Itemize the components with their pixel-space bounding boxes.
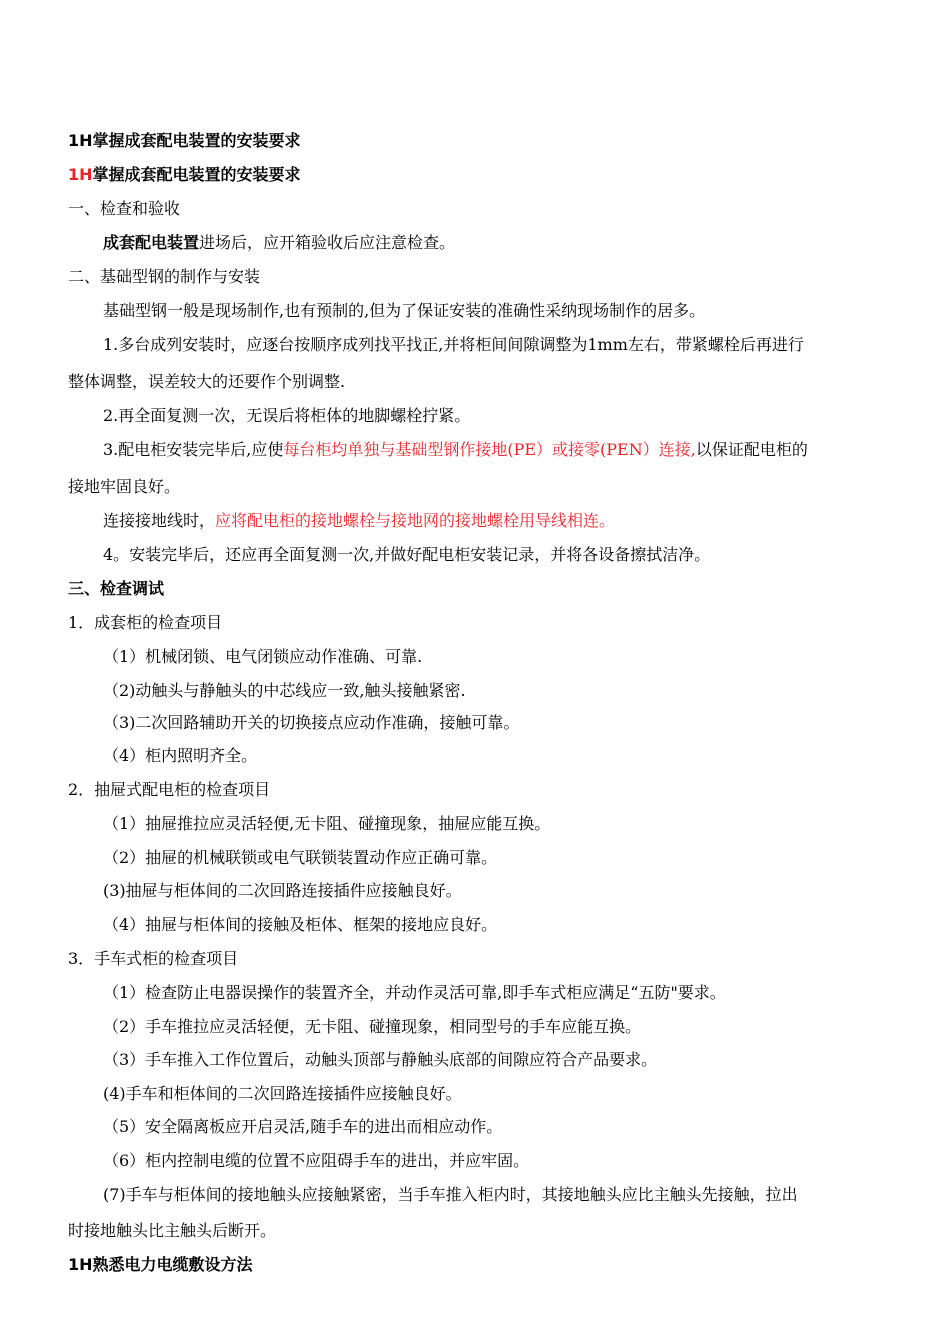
section-title-highlighted [68,165,301,185]
heading-inspection: 一、检查和验收 [68,199,181,218]
list-item: （1）检查防止电器误操作的装置齐全，并动作灵活可靠,即手车式柜应满足“五防"要求。 [103,983,726,1002]
section-title-cables: 1H熟悉电力电缆敷设方法 [68,1255,253,1274]
bold-term: 成套配电装置 [103,233,200,252]
paragraph-base-steel: 基础型钢一般是现场制作,也有预制的,但为了保证安装的准确性采纳现场制作的居多。 [103,301,706,320]
group-3-title: 3．手车式柜的检查项目 [68,949,239,968]
highlighted-text: 每台柜均单独与基础型钢作接地(PE）或接零(PEN）连接, [283,440,696,459]
list-item: （2）抽屉的机械联锁或电气联锁装置动作应正确可靠。 [103,848,498,867]
list-item: （4）柜内照明齐全。 [103,746,258,765]
group-1-title: 1．成套柜的检查项目 [68,613,223,632]
list-item: （4）抽屉与柜体间的接触及柜体、框架的接地应良好。 [103,915,498,934]
grounding-paragraph: 连接接地线时，应将配电柜的接地螺栓与接地网的接地螺栓用导线相连。 [103,511,616,530]
paragraph-acceptance: 成套配电装置进场后，应开箱验收后应注意检查。 [103,233,456,252]
list-item: （2)动触头与静触头的中芯线应一致,触头接触紧密. [103,681,466,700]
group-2-title: 2．抽屉式配电柜的检查项目 [68,780,271,799]
item-3-line-1: 3.配电柜安装完毕后,应使每台柜均单独与基础型钢作接地(PE）或接零(PEN）连接,以保证配电柜的 [103,440,808,459]
item-3-line-2: 接地牢固良好。 [68,477,181,496]
list-item: （5）安全隔离板应开启灵活,随手车的进出而相应动作。 [103,1117,503,1136]
highlighted-text: 应将配电柜的接地螺栓与接地网的接地螺栓用导线相连。 [215,511,616,530]
title-prefix: 1H [68,165,93,184]
list-item: （3）手车推入工作位置后，动触头顶部与静触头底部的间隙应符合产品要求。 [103,1050,658,1069]
item-4: 4。安装完毕后，还应再全面复测一次,并做好配电柜安装记录，并将各设备擦拭洁净。 [103,545,711,564]
title-text: 掌握成套配电装置的安装要求 [92,165,301,184]
list-item: （1）抽屉推拉应灵活轻便,无卡阻、碰撞现象，抽屉应能互换。 [103,814,551,833]
list-item: （6）柜内控制电缆的位置不应阻碍手车的进出，并应牢固。 [103,1151,530,1170]
list-item-7-line-1: (7)手车与柜体间的接地触头应接触紧密，当手车推入柜内时，其接地触头应比主触头先接触，拉出 [103,1185,798,1204]
section-title: 1H掌握成套配电装置的安装要求 [68,131,301,150]
list-item-7-line-2: 时接地触头比主触头后断开。 [68,1221,277,1240]
item-2: 2.再全面复测一次，无误后将柜体的地脚螺栓拧紧。 [103,406,471,425]
item-1-line-1: 1.多台成列安装时，应逐台按顺序成列找平找正,并将柜间间隙调整为1mm左右，带紧螺栓后再进行 [103,335,804,354]
item-1-line-2: 整体调整，误差较大的还要作个别调整. [68,372,346,391]
heading-base-steel: 二、基础型钢的制作与安装 [68,267,261,286]
list-item: （3)二次回路辅助开关的切换接点应动作准确，接触可靠。 [103,713,520,732]
list-item: (4)手车和柜体间的二次回路连接插件应接触良好。 [103,1084,462,1103]
list-item: (3)抽屉与柜体间的二次回路连接插件应接触良好。 [103,881,462,900]
list-item: （1）机械闭锁、电气闭锁应动作准确、可靠. [103,647,423,666]
list-item: （2）手车推拉应灵活轻便，无卡阻、碰撞现象，相同型号的手车应能互换。 [103,1017,642,1036]
heading-debugging: 三、检查调试 [68,579,165,598]
